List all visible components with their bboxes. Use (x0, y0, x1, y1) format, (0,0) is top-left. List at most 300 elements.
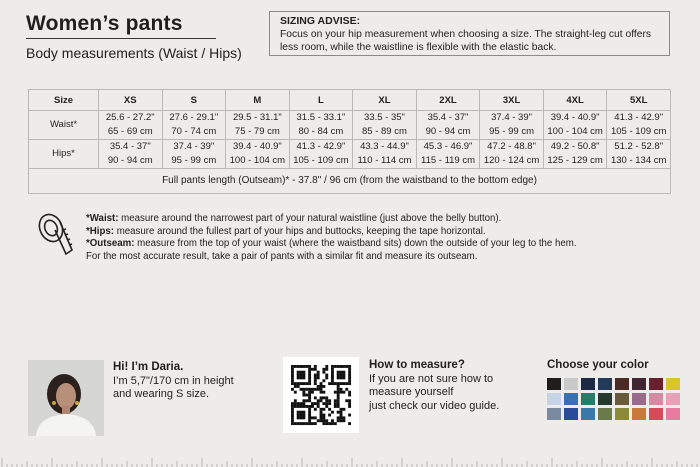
qr-module (294, 385, 297, 388)
qr-module (331, 382, 334, 385)
color-swatch[interactable] (547, 408, 561, 420)
qr-module (317, 388, 320, 391)
color-swatch[interactable] (581, 408, 595, 420)
qr-module (305, 394, 308, 397)
qr-module (325, 368, 328, 371)
qr-module (297, 382, 300, 385)
qr-module (320, 419, 323, 422)
qr-module (302, 411, 305, 414)
qr-module (314, 376, 317, 379)
measuring-tape-icon (36, 210, 78, 262)
measurement-cell: 43.3 - 44.9" (353, 140, 417, 155)
qr-module (337, 402, 340, 405)
qr-module (302, 365, 305, 368)
qr-module (305, 399, 308, 402)
qr-module (297, 411, 300, 414)
qr-module (317, 405, 320, 408)
qr-module (297, 414, 300, 417)
color-swatch-grid (547, 378, 680, 420)
qr-module (297, 405, 300, 408)
qr-module (334, 405, 337, 408)
qr-module (300, 411, 303, 414)
size-header-label: Size (29, 90, 99, 111)
qr-module (308, 374, 311, 377)
measurement-row (29, 154, 671, 169)
qr-module (308, 394, 311, 397)
measurement-cell: 110 - 114 cm (353, 154, 417, 169)
qr-module (334, 399, 337, 402)
qr-module (331, 379, 334, 382)
qr-module (342, 408, 345, 411)
model-portrait-image (28, 360, 104, 436)
color-swatch[interactable] (649, 378, 663, 390)
qr-module (325, 422, 328, 425)
qr-module (320, 385, 323, 388)
color-swatch[interactable] (666, 378, 680, 390)
size-column-header: M (226, 90, 290, 111)
qr-module (291, 422, 294, 425)
qr-module (334, 402, 337, 405)
qr-module (308, 382, 311, 385)
qr-module (342, 371, 345, 374)
measurement-cell: 49.2 - 50.8" (543, 140, 607, 155)
qr-module (311, 402, 314, 405)
qr-module (297, 416, 300, 419)
qr-module (325, 376, 328, 379)
qr-module (322, 422, 325, 425)
measurement-cell: 100 - 104 cm (543, 125, 607, 140)
qr-module (294, 402, 297, 405)
qr-module (322, 368, 325, 371)
qr-module (348, 365, 351, 368)
qr-module (317, 402, 320, 405)
qr-module (302, 374, 305, 377)
qr-module (320, 382, 323, 385)
qr-module (320, 391, 323, 394)
qr-module (300, 382, 303, 385)
ruler-decoration (0, 453, 700, 467)
measurement-cell: 90 - 94 cm (99, 154, 163, 169)
qr-module (308, 422, 311, 425)
measurement-cell: 35.4 - 37" (416, 111, 480, 126)
size-column-header: 5XL (607, 90, 671, 111)
qr-module (337, 416, 340, 419)
color-swatch[interactable] (632, 393, 646, 405)
color-swatch[interactable] (547, 393, 561, 405)
measurement-cell: 65 - 69 cm (99, 125, 163, 140)
color-swatch[interactable] (564, 408, 578, 420)
qr-module (308, 405, 311, 408)
qr-module (302, 416, 305, 419)
color-swatch[interactable] (581, 378, 595, 390)
qr-module (314, 388, 317, 391)
qr-module (325, 396, 328, 399)
qr-module (308, 368, 311, 371)
qr-module (302, 388, 305, 391)
qr-module (340, 376, 343, 379)
qr-module (340, 414, 343, 417)
qr-module (314, 402, 317, 405)
measurement-cell: 47.2 - 48.8" (480, 140, 544, 155)
qr-module (305, 405, 308, 408)
qr-module (317, 419, 320, 422)
page-subtitle: Body measurements (Waist / Hips) (26, 45, 242, 61)
qr-module (320, 414, 323, 417)
qr-module (334, 365, 337, 368)
size-column-header: S (162, 90, 226, 111)
color-swatch[interactable] (632, 378, 646, 390)
qr-module (325, 365, 328, 368)
size-column-header: 4XL (543, 90, 607, 111)
qr-module (325, 405, 328, 408)
qr-module (308, 408, 311, 411)
qr-module (337, 374, 340, 377)
qr-module (291, 376, 294, 379)
qr-module (340, 371, 343, 374)
model-size: and wearing S size. (113, 388, 209, 400)
measurement-cell: 51.2 - 52.8" (607, 140, 671, 155)
model-height: I’m 5,7"/170 cm in height (113, 374, 234, 387)
qr-module (348, 368, 351, 371)
qr-module (348, 405, 351, 408)
qr-module (322, 408, 325, 411)
measurement-cell: 33.5 - 35" (353, 111, 417, 126)
qr-module (337, 399, 340, 402)
qr-module (337, 405, 340, 408)
qr-module (328, 382, 331, 385)
qr-module (311, 391, 314, 394)
qr-module (348, 399, 351, 402)
qr-module (294, 399, 297, 402)
waist-note (86, 213, 676, 226)
color-swatch[interactable] (598, 378, 612, 390)
how-to-measure-line-2: measure yourself (369, 386, 454, 398)
qr-module (291, 408, 294, 411)
qr-module (300, 422, 303, 425)
measurement-row (29, 125, 671, 140)
qr-module (334, 391, 337, 394)
measurement-cell: 37.4 - 39" (480, 111, 544, 126)
qr-module (311, 416, 314, 419)
how-to-measure (369, 359, 499, 413)
qr-module (325, 374, 328, 377)
qr-module (337, 376, 340, 379)
qr-module (314, 365, 317, 368)
qr-module (300, 405, 303, 408)
qr-module (300, 414, 303, 417)
measurement-row (29, 111, 671, 126)
measurement-cell: 39.4 - 40.9" (226, 140, 290, 155)
qr-module (291, 405, 294, 408)
qr-module (314, 379, 317, 382)
qr-module (340, 416, 343, 419)
qr-module (328, 414, 331, 417)
qr-module (348, 402, 351, 405)
qr-module (342, 365, 345, 368)
qr-module (291, 388, 294, 391)
qr-module (308, 376, 311, 379)
qr-module (320, 388, 323, 391)
qr-module (342, 374, 345, 377)
qr-module (348, 394, 351, 397)
qr-module (337, 382, 340, 385)
qr-module (297, 374, 300, 377)
qr-module (300, 402, 303, 405)
color-swatch[interactable] (666, 408, 680, 420)
measurement-row (29, 140, 671, 155)
qr-module (302, 371, 305, 374)
measurement-cell: 100 - 104 cm (226, 154, 290, 169)
sizing-advise-box (269, 11, 670, 56)
title-underline (26, 38, 216, 39)
qr-module (325, 399, 328, 402)
qr-module (294, 422, 297, 425)
measurement-cell: 125 - 129 cm (543, 154, 607, 169)
color-swatch[interactable] (564, 378, 578, 390)
qr-module (297, 385, 300, 388)
qr-module (322, 419, 325, 422)
measurement-label: Waist* (29, 111, 99, 140)
qr-code[interactable] (283, 357, 359, 433)
qr-module (342, 419, 345, 422)
qr-module (302, 394, 305, 397)
qr-module (340, 374, 343, 377)
qr-module (328, 408, 331, 411)
qr-module (308, 399, 311, 402)
qr-module (297, 376, 300, 379)
qr-module (291, 419, 294, 422)
measurement-cell: 27.6 - 29.1" (162, 111, 226, 126)
measurement-cell: 35.4 - 37" (99, 140, 163, 155)
qr-module (340, 382, 343, 385)
qr-module (337, 391, 340, 394)
qr-module (291, 411, 294, 414)
measurement-cell: 130 - 134 cm (607, 154, 671, 169)
qr-module (348, 371, 351, 374)
qr-module (308, 365, 311, 368)
qr-module (305, 365, 308, 368)
outseam-note: Full pants length (Outseam)* - 37.8" / 96 cm (from the waistband to the bottom edge) (29, 169, 671, 194)
qr-module (311, 422, 314, 425)
color-swatch[interactable] (547, 378, 561, 390)
qr-module (291, 414, 294, 417)
qr-module (314, 416, 317, 419)
qr-module (334, 422, 337, 425)
model-photo (28, 360, 104, 436)
qr-module (305, 382, 308, 385)
qr-module (300, 388, 303, 391)
qr-module (308, 416, 311, 419)
qr-module (314, 408, 317, 411)
qr-module (345, 388, 348, 391)
qr-module (291, 368, 294, 371)
qr-module (302, 402, 305, 405)
qr-module (294, 391, 297, 394)
qr-module (337, 365, 340, 368)
qr-module (325, 402, 328, 405)
qr-module (317, 376, 320, 379)
size-column-header: XL (353, 90, 417, 111)
qr-module (317, 399, 320, 402)
qr-module (300, 371, 303, 374)
qr-module (331, 368, 334, 371)
qr-module (297, 422, 300, 425)
qr-module (337, 396, 340, 399)
qr-module (337, 411, 340, 414)
qr-module (314, 374, 317, 377)
qr-module (337, 388, 340, 391)
color-swatch[interactable] (632, 408, 646, 420)
qr-module (331, 376, 334, 379)
qr-module (331, 422, 334, 425)
outseam-note-label: *Outseam: (86, 238, 135, 249)
qr-module (300, 365, 303, 368)
qr-module (340, 408, 343, 411)
measurement-cell: 120 - 124 cm (480, 154, 544, 169)
qr-module (302, 391, 305, 394)
color-swatch[interactable] (649, 393, 663, 405)
hips-note (86, 226, 676, 239)
qr-module (328, 399, 331, 402)
qr-module (294, 405, 297, 408)
size-column-header: 2XL (416, 90, 480, 111)
qr-module (302, 399, 305, 402)
qr-module (322, 414, 325, 417)
outseam-note-line (86, 238, 676, 251)
qr-module (348, 414, 351, 417)
measurement-cell: 105 - 109 cm (607, 125, 671, 140)
qr-module (348, 374, 351, 377)
qr-module (348, 379, 351, 382)
qr-module (337, 371, 340, 374)
qr-module (302, 405, 305, 408)
qr-module (331, 371, 334, 374)
size-column-header: 3XL (480, 90, 544, 111)
how-to-measure-line-1: If you are not sure how to (369, 372, 494, 385)
outseam-row (29, 169, 671, 194)
qr-module (337, 419, 340, 422)
measurement-cell: 39.4 - 40.9" (543, 111, 607, 126)
color-picker-title: Choose your color (547, 359, 649, 371)
model-info (113, 361, 234, 402)
measurement-cell: 80 - 84 cm (289, 125, 353, 140)
qr-module (348, 391, 351, 394)
measurement-cell: 115 - 119 cm (416, 154, 480, 169)
qr-module (314, 382, 317, 385)
measurement-rows (29, 111, 671, 169)
color-swatch[interactable] (581, 393, 595, 405)
measurement-tip: For the most accurate result, take a pair of pants with a similar fit and measure its outseam. (86, 250, 478, 262)
qr-module (348, 382, 351, 385)
qr-module (342, 382, 345, 385)
qr-module (291, 416, 294, 419)
color-swatch[interactable] (615, 378, 629, 390)
qr-module (314, 396, 317, 399)
qr-module (302, 382, 305, 385)
qr-module (320, 399, 323, 402)
waist-note-text: measure around the narrowest part of your natural waistline (just above the belly button). (118, 213, 502, 224)
qr-module (311, 368, 314, 371)
qr-module (345, 382, 348, 385)
how-to-measure-heading: How to measure? (369, 359, 465, 371)
color-picker (547, 359, 680, 420)
qr-module (308, 391, 311, 394)
color-swatch[interactable] (598, 408, 612, 420)
measurement-cell: 90 - 94 cm (416, 125, 480, 140)
qr-module (325, 419, 328, 422)
qr-module (340, 419, 343, 422)
qr-module (345, 365, 348, 368)
qr-module (291, 371, 294, 374)
qr-module (311, 405, 314, 408)
qr-module (345, 399, 348, 402)
qr-module (314, 368, 317, 371)
qr-module (297, 365, 300, 368)
color-swatch[interactable] (649, 408, 663, 420)
measurement-cell: 45.3 - 46.9" (416, 140, 480, 155)
size-chart-table (28, 89, 671, 194)
qr-module (342, 376, 345, 379)
qr-module (331, 365, 334, 368)
qr-module (297, 402, 300, 405)
measurement-cell: 29.5 - 31.1" (226, 111, 290, 126)
qr-module (342, 391, 345, 394)
qr-module (308, 419, 311, 422)
qr-module (308, 379, 311, 382)
qr-module (297, 371, 300, 374)
measurement-cell: 25.6 - 27.2" (99, 111, 163, 126)
color-swatch[interactable] (666, 393, 680, 405)
outseam-note-text: measure from the top of your waist (where the waistband sits) down the outside of your leg to the hem. (134, 238, 577, 249)
qr-module (302, 422, 305, 425)
qr-module (340, 411, 343, 414)
qr-module (331, 374, 334, 377)
measurement-label: Hips* (29, 140, 99, 169)
waist-note-label: *Waist: (86, 213, 119, 224)
measurement-cell: 105 - 109 cm (289, 154, 353, 169)
page-title: Women’s pants (26, 12, 183, 35)
hips-note-text: measure around the fullest part of your hips and buttocks, keeping the tape horizontal. (114, 225, 486, 237)
qr-module (308, 396, 311, 399)
qr-module (317, 385, 320, 388)
qr-module (300, 416, 303, 419)
qr-module (322, 385, 325, 388)
qr-module (331, 419, 334, 422)
measurement-cell: 95 - 99 cm (480, 125, 544, 140)
qr-module (340, 388, 343, 391)
qr-module (320, 416, 323, 419)
color-swatch[interactable] (598, 393, 612, 405)
qr-module (291, 365, 294, 368)
qr-module (294, 382, 297, 385)
size-column-header: L (289, 90, 353, 111)
qr-module (302, 376, 305, 379)
qr-module (291, 382, 294, 385)
sizing-advise-text: Focus on your hip measurement when choosing a size. The straight-leg cut offers less room, while the waistline is flexible with the elastic back. (280, 29, 652, 53)
hips-note-label: *Hips: (86, 225, 114, 237)
color-swatch[interactable] (615, 408, 629, 420)
qr-module (348, 422, 351, 425)
color-swatch[interactable] (564, 393, 578, 405)
qr-module (328, 422, 331, 425)
qr-module (342, 416, 345, 419)
measurement-cell: 75 - 79 cm (226, 125, 290, 140)
qr-module (322, 371, 325, 374)
qr-module (308, 411, 311, 414)
color-swatch[interactable] (615, 393, 629, 405)
qr-module (340, 365, 343, 368)
qr-module (337, 385, 340, 388)
